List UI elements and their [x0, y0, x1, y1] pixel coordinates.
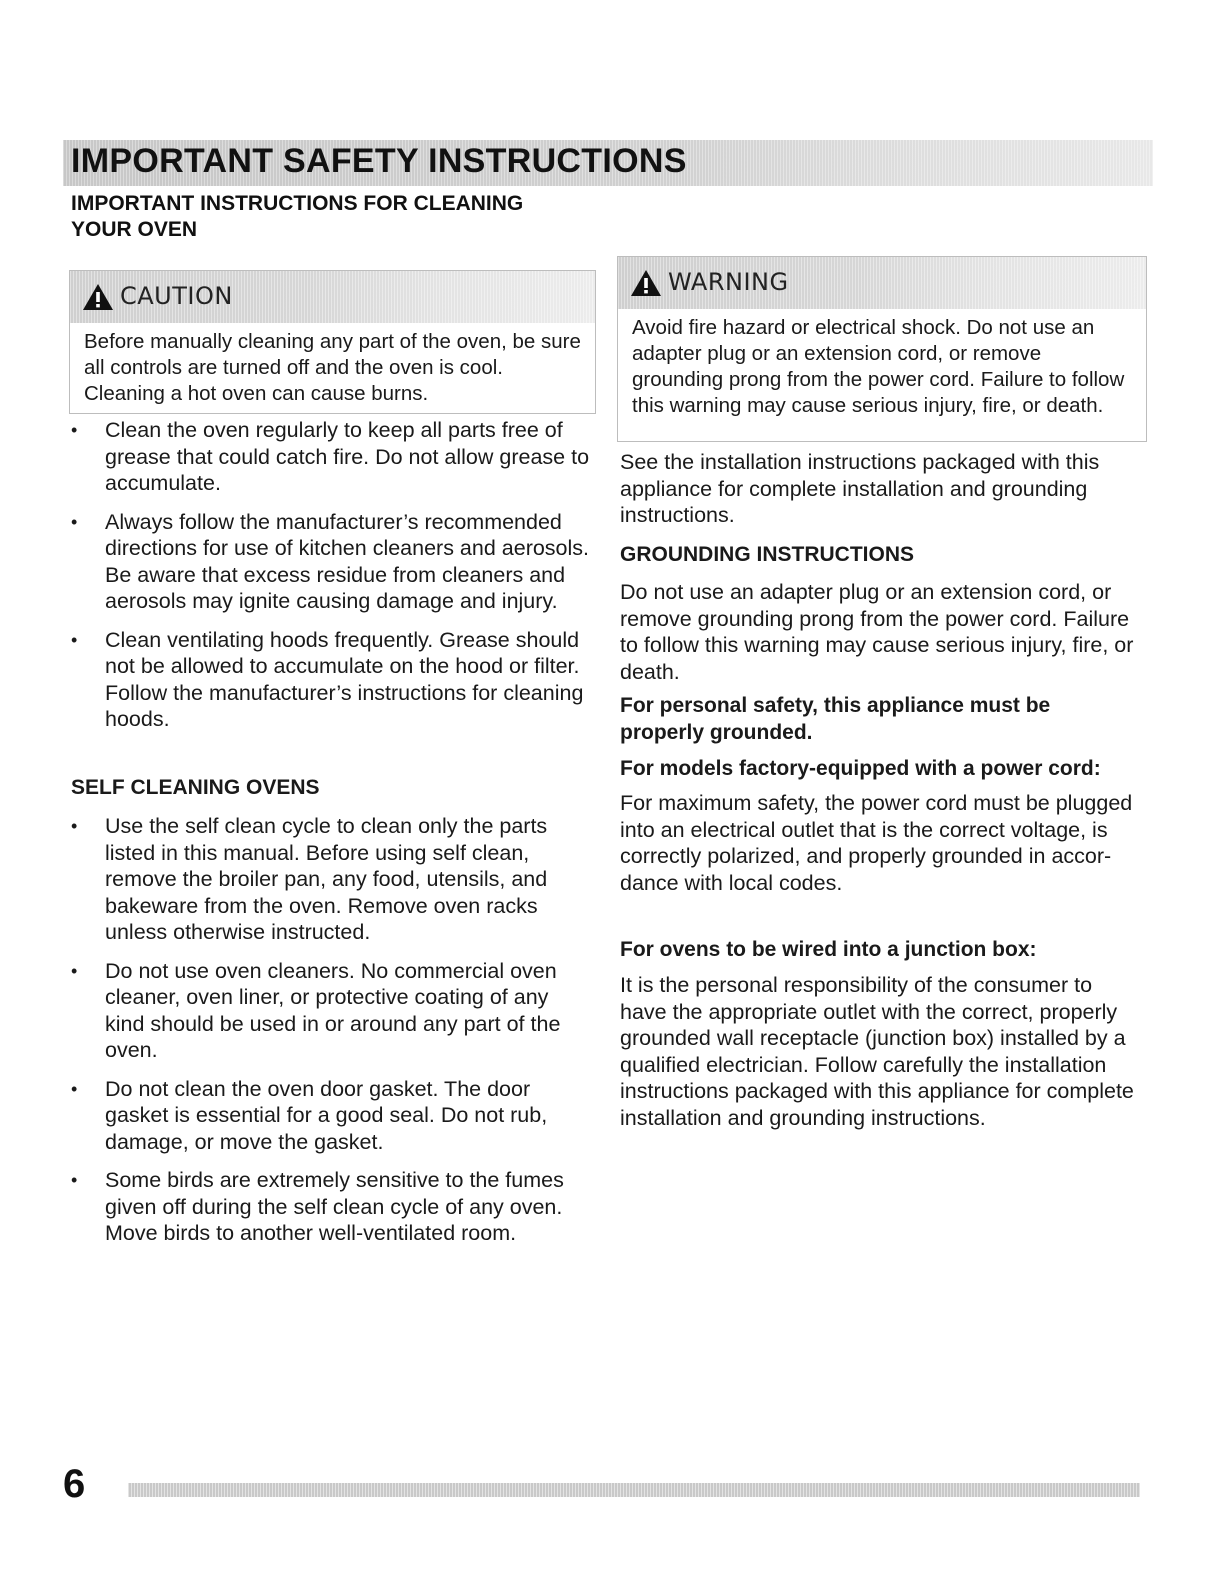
caution-title: CAUTION — [120, 282, 233, 310]
footer-bar — [128, 1483, 1140, 1497]
install-note: See the installation instructions packaged with this appliance for complete installation and grounding instructions. — [620, 450, 1100, 527]
list-item: • Some birds are extremely sensitive to the fumes given off during the self clean cycle of any oven. Move birds to another well-ventilated room. — [71, 1167, 593, 1247]
grounding-text: Do not use an adapter plug or an extension cord, or remove grounding prong from the power cord. Failure to follow this warning may cause serious injury, fire, or death. — [620, 580, 1134, 684]
warning-triangle-icon — [630, 269, 662, 297]
page-number: 6 — [63, 1462, 86, 1506]
cleaning-heading-line2: YOUR OVEN — [71, 218, 198, 241]
junction-heading: For ovens to be wired into a junction box: — [620, 938, 1037, 961]
self-cleaning-heading: SELF CLEANING OVENS — [71, 776, 320, 799]
cleaning-bullet-list — [71, 417, 593, 745]
self-cleaning-bullet-list — [71, 813, 593, 1259]
cleaning-heading-line1: IMPORTANT INSTRUCTIONS FOR CLEANING — [71, 192, 524, 215]
list-item: • Always follow the manufacturer’s recommended directions for use of kitchen cleaners and aerosols. Be aware that excess residue from cleaners and aerosols may ignite causing damage and injury. — [71, 509, 593, 615]
banner-title: IMPORTANT SAFETY INSTRUCTIONS — [71, 142, 687, 180]
list-item: • Do not clean the oven door gasket. The door gasket is essential for a good seal. Do not rub, damage, or move the gasket. — [71, 1076, 593, 1156]
junction-text: It is the personal responsibility of the consumer to have the appropriate outlet with the correct, properly grounded wall receptacle (junction box) installed by a qualified electrician. Follow carefully the installation instructions packaged with this appliance for complete installation and grounding instructions. — [620, 973, 1134, 1130]
grounding-heading: GROUNDING INSTRUCTIONS — [620, 543, 914, 566]
cleaning-heading — [71, 191, 591, 243]
warning-box — [617, 256, 1147, 442]
warning-text: Avoid fire hazard or electrical shock. Do not use an adapter plug or an extension cord, or remove grounding prong from the power cord. Failure to follow this warning may cause serious injury, fire, or death. — [632, 316, 1125, 417]
caution-header — [70, 271, 595, 323]
list-item: • Clean the oven regularly to keep all parts free of grease that could catch fire. Do not allow grease to accumulate. — [71, 417, 593, 497]
models-text: For maximum safety, the power cord must be plugged into an electrical outlet that is the correct voltage, is correctly polarized, and properly grounded in accor-dance with local codes. — [620, 791, 1133, 895]
list-item: • Do not use oven cleaners. No commercial oven cleaner, oven liner, or protective coating of any kind should be used in or around any part of the oven. — [71, 958, 593, 1064]
personal-safety-note: For personal safety, this appliance must be properly grounded. — [620, 694, 1051, 744]
caution-box — [69, 270, 596, 414]
warning-title: WARNING — [668, 268, 789, 296]
warning-triangle-icon — [82, 283, 114, 311]
caution-text: Before manually cleaning any part of the oven, be sure all controls are turned off and the oven is cool. Cleaning a hot oven can cause burns. — [84, 330, 581, 405]
models-heading: For models factory-equipped with a power cord: — [620, 757, 1101, 780]
list-item: • Clean ventilating hoods frequently. Grease should not be allowed to accumulate on the hood or filter. Follow the manufacturer’s instructions for cleaning hoods. — [71, 627, 593, 733]
list-item: • Use the self clean cycle to clean only the parts listed in this manual. Before using self clean, remove the broiler pan, any food, utensils, and bakeware from the oven. Remove oven racks unless otherwise instructed. — [71, 813, 593, 946]
warning-header — [618, 257, 1146, 309]
safety-banner — [63, 140, 1153, 186]
